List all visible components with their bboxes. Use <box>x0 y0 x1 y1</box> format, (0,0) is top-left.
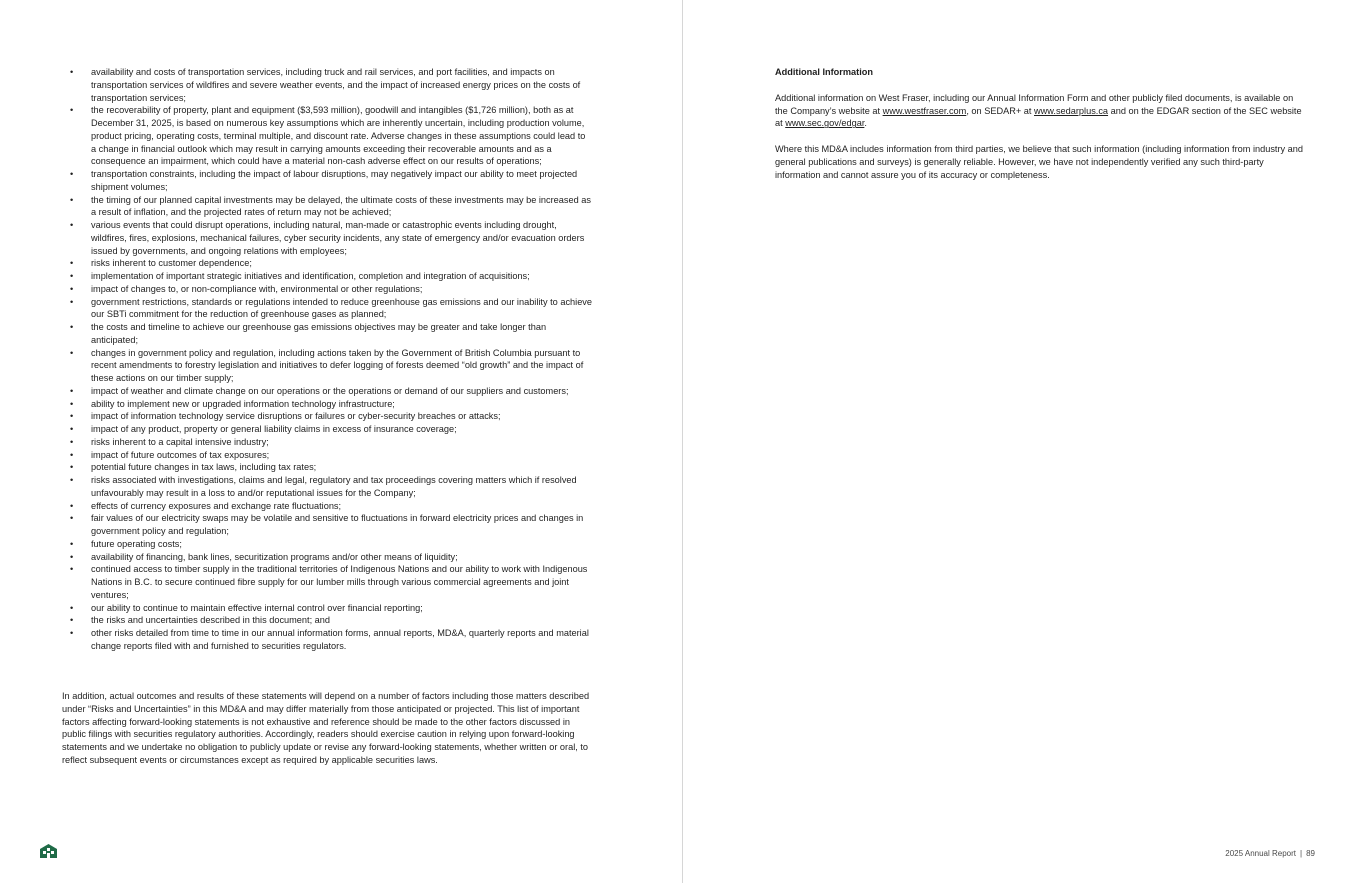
westfraser-link[interactable]: www.westfraser.com <box>882 105 967 116</box>
third-party-paragraph: Where this MD&A includes information from third parties, we believe that such information (including information from industry and general publications and surveys) is generally reliable. However, we have not independently verified any such third-party information and cannot assure you of its accuracy or completeness. <box>775 144 1304 180</box>
risk-factor-list <box>62 66 592 653</box>
closing-paragraph: In addition, actual outcomes and results of these statements will depend on a number of factors including those matters described under “Risks and Uncertainties” in this MD&A and may differ materially from those anticipated or projected. This list of important factors affecting forward-looking statements is not exhaustive and reference should be made to the other factors discussed in public filings with securities regulatory authorities. Accordingly, readers should exercise caution in relying upon forward-looking statements and we undertake no obligation to publicly update or revise any forward-looking statements, whether written or oral, to reflect subsequent events or circumstances except as required by applicable securities laws. <box>62 691 590 765</box>
footer-separator: | <box>1300 849 1303 858</box>
additional-info-paragraph <box>775 92 1305 130</box>
additional-info-text: , on SEDAR+ at <box>966 105 1034 116</box>
risk-item: • availability and costs of transportation services, including truck and rail services, and port facilities, and impacts on transportation services of wildfires and severe weather events, and the impact of increased energy prices on the costs of transportation services; <box>62 66 592 104</box>
risk-item: • the recoverability of property, plant and equipment ($3,593 million), goodwill and intangibles ($1,726 million), both as at December 31, 2025, is based on numerous key assumptions which are inherently uncertain, including production volume, product pricing, operating costs, terminal multiple, and discount rate. Adverse changes in these assumptions could lead to a change in financial outlook which may result in carrying amounts exceeding their recoverable amounts and as a consequence an impairment, which could have a material non-cash adverse effect on our results of operations; <box>62 104 592 168</box>
sedar-link[interactable]: www.sedarplus.ca <box>1034 105 1109 116</box>
risk-item: • implementation of important strategic initiatives and identification, completion and integration of acquisitions; <box>62 270 592 283</box>
home-icon[interactable] <box>40 844 57 858</box>
risk-item: • impact of any product, property or general liability claims in excess of insurance coverage; <box>62 423 592 436</box>
risk-item: • continued access to timber supply in the traditional territories of Indigenous Nations and our ability to work with Indigenous Nations in B.C. to secure continued fibre supply for our lumber mills through various commercial agreements and joint ventures; <box>62 563 592 601</box>
risk-item: • impact of future outcomes of tax exposures; <box>62 449 592 462</box>
risk-item: • ability to implement new or upgraded information technology infrastructure; <box>62 398 592 411</box>
risk-item: • fair values of our electricity swaps may be volatile and sensitive to fluctuations in forward electricity prices and changes in government policy and regulation; <box>62 512 592 538</box>
risk-item: • risks inherent to a capital intensive industry; <box>62 436 592 449</box>
additional-info-text: and on the EDGAR section of the SEC website at <box>775 105 1302 129</box>
risk-item: • impact of changes to, or non-compliance with, environmental or other regulations; <box>62 283 592 296</box>
page-number: 89 <box>1306 849 1315 858</box>
risk-item: • various events that could disrupt operations, including natural, man-made or catastrophic events including drought, wildfires, fires, explosions, mechanical failures, cyber security incidents, any state of emergency and/or evacuation orders issued by governments, and ongoing relations with employees; <box>62 219 592 257</box>
risk-item: • the risks and uncertainties described in this document; and <box>62 614 592 627</box>
risk-item: • potential future changes in tax laws, including tax rates; <box>62 461 592 474</box>
right-page <box>683 0 1365 883</box>
risk-item: • our ability to continue to maintain effective internal control over financial reporting; <box>62 602 592 615</box>
risk-item: • transportation constraints, including the impact of labour disruptions, may negatively impact our ability to meet projected shipment volumes; <box>62 168 592 194</box>
risk-item: • impact of information technology service disruptions or failures or cyber-security breaches or attacks; <box>62 410 592 423</box>
left-page <box>0 0 682 883</box>
risk-item: • future operating costs; <box>62 538 592 551</box>
risk-item: • risks associated with investigations, claims and legal, regulatory and tax proceedings covering matters which if resolved unfavourably may result in a loss to and/or reputational issues for the Company; <box>62 474 592 500</box>
risk-item: • effects of currency exposures and exchange rate fluctuations; <box>62 500 592 513</box>
risk-item: • the costs and timeline to achieve our greenhouse gas emissions objectives may be greater and take longer than anticipated; <box>62 321 592 347</box>
risk-item: • availability of financing, bank lines, securitization programs and/or other means of liquidity; <box>62 551 592 564</box>
risk-item: • risks inherent to customer dependence; <box>62 257 592 270</box>
section-heading: Additional Information <box>775 67 873 77</box>
additional-information-section <box>775 66 1305 194</box>
report-label: 2025 Annual Report <box>1225 849 1297 858</box>
risk-item: • government restrictions, standards or regulations intended to reduce greenhouse gas emissions and our inability to achieve our SBTi commitment for the reduction of greenhouse gases as planned; <box>62 296 592 322</box>
risk-item: • impact of weather and climate change on our operations or the operations or demand of our suppliers and customers; <box>62 385 592 398</box>
sec-edgar-link[interactable]: www.sec.gov/edgar <box>785 118 865 129</box>
page-footer <box>1225 849 1315 858</box>
risk-item: • the timing of our planned capital investments may be delayed, the ultimate costs of these investments may be increased as a result of inflation, and the projected rates of return may not be achieved; <box>62 194 592 220</box>
additional-info-text: . <box>864 118 867 129</box>
risk-item: • other risks detailed from time to time in our annual information forms, annual reports, MD&A, quarterly reports and material change reports filed with and furnished to securities regulators. <box>62 627 592 653</box>
additional-info-text: Additional information on West Fraser, including our Annual Information Form and other publicly filed documents, is available on the Company’s website at <box>775 92 1294 116</box>
risk-item: • changes in government policy and regulation, including actions taken by the Government of British Columbia pursuant to recent amendments to forestry legislation and initiatives to defer logging of forests deemed “old growth” and the impact of these actions on our timber supply; <box>62 347 592 385</box>
